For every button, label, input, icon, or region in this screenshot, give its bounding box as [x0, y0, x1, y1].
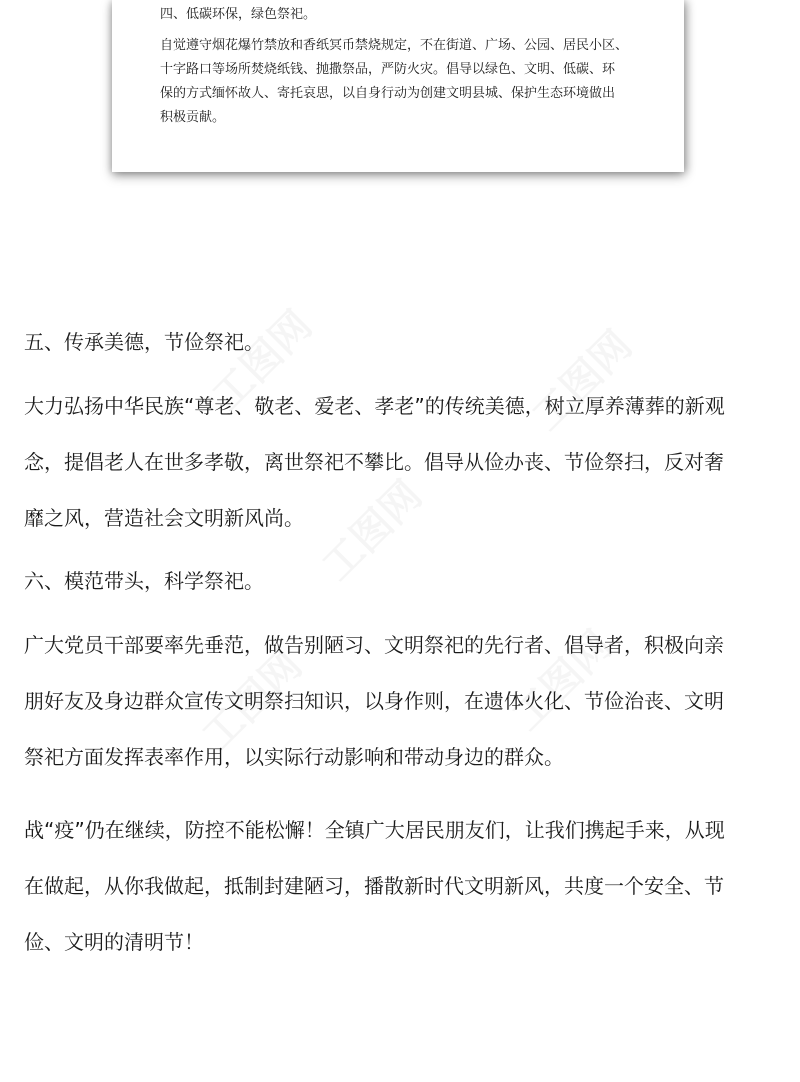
card-line: 十字路口等场所焚烧纸钱、抛撒祭品，严防火灾。倡导以绿色、文明、低碳、环	[160, 62, 616, 77]
section-heading: 五、传承美德，节俭祭祀。	[24, 330, 264, 354]
section-paragraph	[24, 617, 784, 785]
closing-paragraph	[24, 802, 784, 970]
section-heading: 六、模范带头，科学祭祀。	[24, 569, 264, 593]
main-content	[24, 324, 784, 987]
paragraph-line: 战“疫”仍在继续，防控不能松懈！全镇广大居民朋友们，让我们携起手来，从现	[24, 818, 725, 842]
section-inherit-virtues	[24, 324, 784, 546]
notice-card	[112, 0, 684, 172]
paragraph-line: 俭、文明的清明节！	[24, 930, 204, 954]
paragraph-line: 在做起，从你我做起，抵制封建陋习，播散新时代文明新风，共度一个安全、节	[24, 874, 724, 898]
card-heading: 四、低碳环保，绿色祭祀。	[160, 7, 317, 22]
paragraph-line: 祭祀方面发挥表率作用，以实际行动影响和带动身边的群众。	[24, 745, 564, 769]
section-paragraph	[24, 378, 784, 546]
card-line: 自觉遵守烟花爆竹禁放和香纸冥币禁烧规定，不在街道、广场、公园、居民小区、	[160, 38, 629, 53]
paragraph-line: 朋好友及身边群众宣传文明祭扫知识，以身作则，在遗体火化、节俭治丧、文明	[24, 689, 724, 713]
paragraph-line: 靡之风，营造社会文明新风尚。	[24, 506, 304, 530]
paragraph-line: 念，提倡老人在世多孝敬，离世祭祀不攀比。倡导从俭办丧、节俭祭扫，反对奢	[24, 450, 724, 474]
paragraph-line: 广大党员干部要率先垂范，做告别陋习、文明祭祀的先行者、倡导者，积极向亲	[24, 633, 724, 657]
card-content	[160, 6, 660, 130]
paragraph-line: 大力弘扬中华民族“尊老、敬老、爱老、孝老”的传统美德，树立厚养薄葬的新观	[24, 394, 725, 418]
card-line: 积极贡献。	[160, 110, 226, 125]
section-model-lead	[24, 563, 784, 785]
card-line: 保的方式缅怀故人、寄托哀思，以自身行动为创建文明县城、保护生态环境做出	[160, 86, 616, 101]
